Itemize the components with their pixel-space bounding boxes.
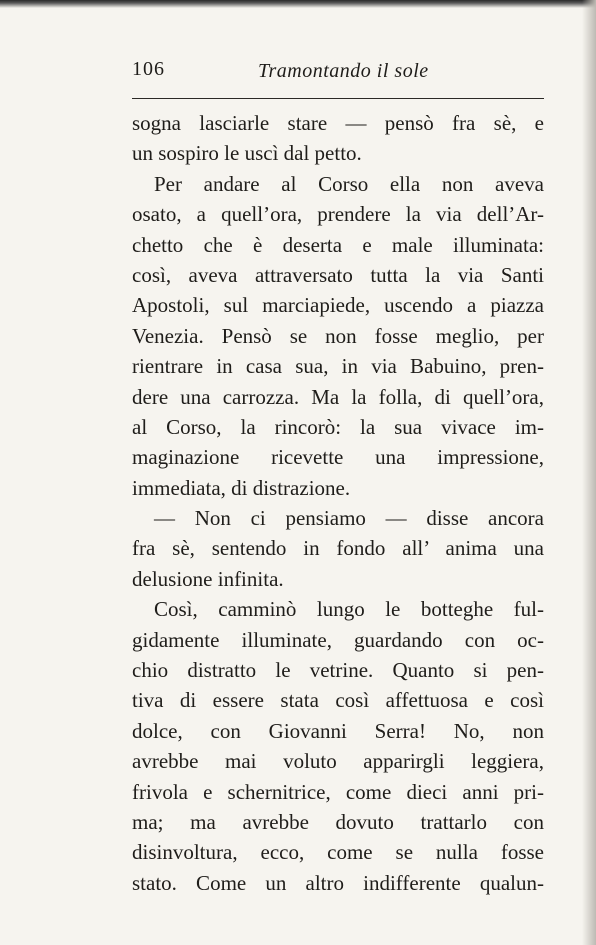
text-line: al Corso, la rincorò: la sua vivace im- [132,414,544,439]
text-line: fra sè, sentendo in fondo all’ anima una [132,536,544,561]
text-line: sogna lasciarle stare — pensò fra sè, e [132,111,544,135]
text-line: Apostoli, sul marciapiede, uscendo a piazza [132,293,544,318]
text-line: tiva di essere stata così affettuosa e così [132,688,544,713]
page-top-edge [0,0,596,8]
page-number: 106 [132,58,165,80]
text-line: — Non ci pensiamo — disse ancora [154,506,544,531]
text-line: osato, a quell’ora, prendere la via dell’Ar- [132,202,544,227]
body-text [132,108,544,898]
text-line: stato. Come un altro indifferente qualun- [132,870,544,895]
text-line: ma; ma avrebbe dovuto trattarlo con [132,809,544,834]
text-line: dere una carrozza. Ma la folla, di quell’ora, [132,384,544,409]
running-title: Tramontando il sole [258,60,429,82]
text-line: avrebbe mai voluto apparirgli leggiera, [132,749,544,774]
text-line: gidamente illuminate, guardando con oc- [132,627,544,652]
text-line: immediata, di distrazione. [132,475,351,500]
text-line: Così, camminò lungo le botteghe ful- [154,597,544,622]
page-right-edge [582,0,596,945]
text-line: delusione infinita. [132,566,284,591]
header-rule [132,98,544,99]
text-line: frivola e schernitrice, come dieci anni pri- [132,779,544,804]
text-line: rientrare in casa sua, in via Babuino, pren- [132,354,544,379]
text-line: così, aveva attraversato tutta la via Santi [132,262,544,287]
text-line: un sospiro le uscì dal petto. [132,141,362,166]
text-line: Venezia. Pensò se non fosse meglio, per [132,323,544,348]
text-line: maginazione ricevette una impressione, [132,445,544,470]
text-line: chio distratto le vetrine. Quanto si pen- [132,658,544,683]
text-line: chetto che è deserta e male illuminata: [132,232,544,257]
text-line: Per andare al Corso ella non aveva [154,171,544,196]
text-line: disinvoltura, ecco, come se nulla fosse [132,840,544,865]
running-head [132,58,544,86]
text-line: dolce, con Giovanni Serra! No, non [132,718,544,743]
